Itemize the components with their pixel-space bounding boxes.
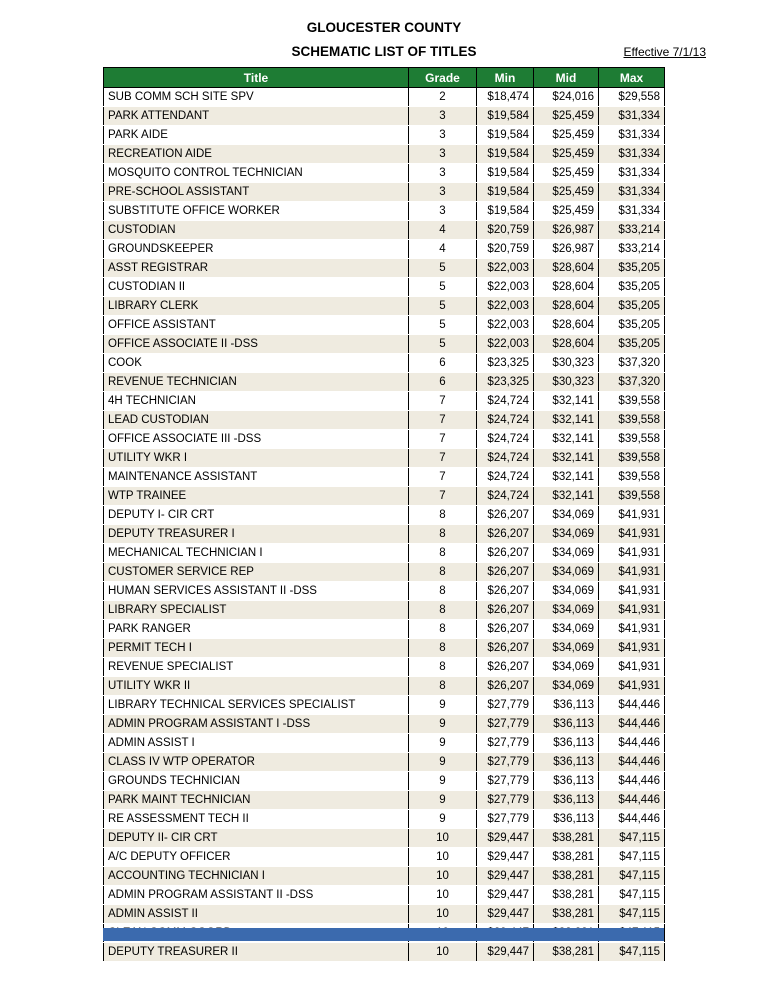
cell-title: CUSTODIAN (104, 221, 409, 240)
table-row (104, 430, 665, 449)
cell-max: $41,931 (599, 677, 665, 696)
cell-max: $35,205 (599, 259, 665, 278)
cell-grade: 4 (409, 221, 477, 240)
cell-title: WTP TRAINEE (104, 487, 409, 506)
cell-mid: $32,141 (534, 411, 599, 430)
cell-title: RE ASSESSMENT TECH II (104, 810, 409, 829)
cell-title: DEPUTY II- CIR CRT (104, 829, 409, 848)
cell-grade: 5 (409, 335, 477, 354)
table-row (104, 772, 665, 791)
cell-title: PRE-SCHOOL ASSISTANT (104, 183, 409, 202)
cell-title: UTILITY WKR I (104, 449, 409, 468)
cell-title: HUMAN SERVICES ASSISTANT II -DSS (104, 582, 409, 601)
cell-min: $22,003 (477, 297, 534, 316)
cell-grade: 9 (409, 810, 477, 829)
cell-title: REVENUE SPECIALIST (104, 658, 409, 677)
cell-mid: $28,604 (534, 316, 599, 335)
cell-min: $24,724 (477, 449, 534, 468)
cell-mid: $38,281 (534, 867, 599, 886)
table-row (104, 639, 665, 658)
cell-max: $31,334 (599, 107, 665, 126)
cell-min: $26,207 (477, 525, 534, 544)
table-row (104, 658, 665, 677)
cell-grade: 3 (409, 145, 477, 164)
cell-min: $24,724 (477, 487, 534, 506)
cell-min: $29,447 (477, 848, 534, 867)
cell-title: REVENUE TECHNICIAN (104, 373, 409, 392)
cell-max: $31,334 (599, 183, 665, 202)
cell-max: $39,558 (599, 411, 665, 430)
table-row (104, 620, 665, 639)
cell-grade: 8 (409, 658, 477, 677)
cell-max: $44,446 (599, 753, 665, 772)
table-row (104, 354, 665, 373)
cell-max: $44,446 (599, 791, 665, 810)
table-row (104, 753, 665, 772)
cell-title: DEPUTY I- CIR CRT (104, 506, 409, 525)
cell-grade: 7 (409, 487, 477, 506)
cell-title: ADMIN PROGRAM ASSISTANT I -DSS (104, 715, 409, 734)
cell-max: $41,931 (599, 582, 665, 601)
cell-mid: $32,141 (534, 449, 599, 468)
cell-mid: $36,113 (534, 696, 599, 715)
cell-mid: $26,987 (534, 240, 599, 259)
cell-mid: $25,459 (534, 202, 599, 221)
cell-grade: 7 (409, 392, 477, 411)
cell-title: MAINTENANCE ASSISTANT (104, 468, 409, 487)
cell-grade: 10 (409, 943, 477, 962)
cell-mid: $30,323 (534, 354, 599, 373)
cell-grade: 8 (409, 544, 477, 563)
cell-mid: $25,459 (534, 183, 599, 202)
cell-title: LIBRARY SPECIALIST (104, 601, 409, 620)
page-title: GLOUCESTER COUNTY (306, 20, 462, 35)
cell-title: OFFICE ASSOCIATE III -DSS (104, 430, 409, 449)
cell-max: $47,115 (599, 886, 665, 905)
cell-title: COOK (104, 354, 409, 373)
cell-mid: $34,069 (534, 506, 599, 525)
cell-mid: $32,141 (534, 468, 599, 487)
cell-max: $44,446 (599, 715, 665, 734)
cell-title: OFFICE ASSOCIATE II -DSS (104, 335, 409, 354)
cell-min: $24,724 (477, 411, 534, 430)
cell-title: CLASS IV WTP OPERATOR (104, 753, 409, 772)
cell-max: $47,115 (599, 829, 665, 848)
cell-mid: $36,113 (534, 791, 599, 810)
cell-title: GROUNDS TECHNICIAN (104, 772, 409, 791)
cell-mid: $32,141 (534, 487, 599, 506)
cell-grade: 10 (409, 886, 477, 905)
cell-mid: $38,281 (534, 848, 599, 867)
cell-title: A/C DEPUTY OFFICER (104, 848, 409, 867)
cell-min: $29,447 (477, 867, 534, 886)
cell-grade: 7 (409, 468, 477, 487)
cell-mid: $28,604 (534, 259, 599, 278)
cell-mid: $34,069 (534, 544, 599, 563)
cell-max: $41,931 (599, 544, 665, 563)
cell-grade: 7 (409, 411, 477, 430)
next-page-header-bar (103, 928, 664, 941)
cell-grade: 6 (409, 354, 477, 373)
cell-max: $47,115 (599, 848, 665, 867)
cell-max: $41,931 (599, 601, 665, 620)
cell-title: PARK RANGER (104, 620, 409, 639)
table-row (104, 145, 665, 164)
cell-grade: 9 (409, 715, 477, 734)
table-header (104, 68, 665, 88)
cell-max: $39,558 (599, 430, 665, 449)
table-row (104, 506, 665, 525)
cell-min: $26,207 (477, 639, 534, 658)
column-header-title: Title (104, 68, 409, 88)
cell-min: $20,759 (477, 240, 534, 259)
cell-max: $33,214 (599, 240, 665, 259)
table-body (104, 88, 665, 962)
table-row (104, 449, 665, 468)
cell-grade: 2 (409, 88, 477, 107)
page-subtitle: SCHEMATIC LIST OF TITLES (291, 44, 477, 59)
cell-grade: 3 (409, 126, 477, 145)
cell-mid: $34,069 (534, 563, 599, 582)
cell-mid: $28,604 (534, 278, 599, 297)
cell-min: $22,003 (477, 316, 534, 335)
cell-title: SUB COMM SCH SITE SPV (104, 88, 409, 107)
cell-min: $27,779 (477, 810, 534, 829)
cell-max: $44,446 (599, 734, 665, 753)
cell-mid: $25,459 (534, 126, 599, 145)
cell-min: $19,584 (477, 107, 534, 126)
cell-title: ACCOUNTING TECHNICIAN I (104, 867, 409, 886)
cell-max: $31,334 (599, 145, 665, 164)
effective-date: Effective 7/1/13 (623, 45, 706, 59)
cell-max: $35,205 (599, 278, 665, 297)
column-header-grade: Grade (409, 68, 477, 88)
table-row (104, 126, 665, 145)
cell-max: $44,446 (599, 772, 665, 791)
cell-min: $19,584 (477, 145, 534, 164)
cell-grade: 7 (409, 430, 477, 449)
cell-mid: $32,141 (534, 430, 599, 449)
cell-grade: 7 (409, 449, 477, 468)
cell-mid: $38,281 (534, 943, 599, 962)
table-row (104, 886, 665, 905)
cell-title: LIBRARY TECHNICAL SERVICES SPECIALIST (104, 696, 409, 715)
cell-grade: 9 (409, 696, 477, 715)
table-row (104, 335, 665, 354)
cell-min: $19,584 (477, 164, 534, 183)
cell-grade: 8 (409, 620, 477, 639)
cell-title: MOSQUITO CONTROL TECHNICIAN (104, 164, 409, 183)
cell-grade: 5 (409, 297, 477, 316)
cell-grade: 3 (409, 107, 477, 126)
cell-min: $18,474 (477, 88, 534, 107)
cell-mid: $34,069 (534, 658, 599, 677)
cell-grade: 8 (409, 525, 477, 544)
cell-title: GROUNDSKEEPER (104, 240, 409, 259)
cell-mid: $34,069 (534, 525, 599, 544)
table-row (104, 848, 665, 867)
cell-title: PARK MAINT TECHNICIAN (104, 791, 409, 810)
cell-max: $47,115 (599, 867, 665, 886)
cell-grade: 9 (409, 734, 477, 753)
cell-max: $44,446 (599, 696, 665, 715)
cell-mid: $25,459 (534, 145, 599, 164)
cell-grade: 10 (409, 848, 477, 867)
cell-min: $27,779 (477, 753, 534, 772)
table-row (104, 582, 665, 601)
cell-max: $41,931 (599, 620, 665, 639)
cell-min: $26,207 (477, 658, 534, 677)
cell-max: $39,558 (599, 392, 665, 411)
cell-title: PARK ATTENDANT (104, 107, 409, 126)
table-row (104, 240, 665, 259)
cell-min: $19,584 (477, 126, 534, 145)
table-row (104, 392, 665, 411)
cell-min: $27,779 (477, 791, 534, 810)
cell-mid: $26,987 (534, 221, 599, 240)
cell-mid: $38,281 (534, 886, 599, 905)
table-row (104, 88, 665, 107)
table-row (104, 107, 665, 126)
table-row (104, 373, 665, 392)
cell-min: $29,447 (477, 886, 534, 905)
cell-mid: $34,069 (534, 639, 599, 658)
cell-title: CUSTODIAN II (104, 278, 409, 297)
cell-grade: 5 (409, 316, 477, 335)
cell-min: $27,779 (477, 715, 534, 734)
cell-min: $24,724 (477, 468, 534, 487)
column-header-min: Min (477, 68, 534, 88)
cell-mid: $38,281 (534, 829, 599, 848)
cell-title: ADMIN PROGRAM ASSISTANT II -DSS (104, 886, 409, 905)
cell-max: $47,115 (599, 905, 665, 924)
cell-title: OFFICE ASSISTANT (104, 316, 409, 335)
table-row (104, 411, 665, 430)
cell-max: $33,214 (599, 221, 665, 240)
table-row (104, 829, 665, 848)
table-row (104, 867, 665, 886)
cell-mid: $36,113 (534, 810, 599, 829)
cell-grade: 8 (409, 601, 477, 620)
cell-min: $24,724 (477, 392, 534, 411)
table-row (104, 164, 665, 183)
cell-max: $41,931 (599, 506, 665, 525)
table-row (104, 905, 665, 924)
cell-min: $19,584 (477, 183, 534, 202)
cell-min: $27,779 (477, 734, 534, 753)
table-row (104, 943, 665, 962)
cell-title: SUBSTITUTE OFFICE WORKER (104, 202, 409, 221)
cell-title: DEPUTY TREASURER I (104, 525, 409, 544)
cell-mid: $36,113 (534, 753, 599, 772)
cell-title: PARK AIDE (104, 126, 409, 145)
cell-max: $39,558 (599, 449, 665, 468)
cell-mid: $25,459 (534, 107, 599, 126)
cell-min: $29,447 (477, 905, 534, 924)
cell-title: RECREATION AIDE (104, 145, 409, 164)
cell-max: $35,205 (599, 335, 665, 354)
cell-max: $31,334 (599, 202, 665, 221)
cell-grade: 3 (409, 183, 477, 202)
cell-grade: 4 (409, 240, 477, 259)
cell-mid: $36,113 (534, 734, 599, 753)
table-row (104, 810, 665, 829)
cell-min: $23,325 (477, 373, 534, 392)
table-row (104, 316, 665, 335)
table-row (104, 715, 665, 734)
cell-title: ADMIN ASSIST II (104, 905, 409, 924)
cell-max: $35,205 (599, 316, 665, 335)
table-row (104, 202, 665, 221)
cell-max: $39,558 (599, 468, 665, 487)
cell-title: UTILITY WKR II (104, 677, 409, 696)
cell-max: $29,558 (599, 88, 665, 107)
cell-grade: 9 (409, 753, 477, 772)
cell-grade: 9 (409, 791, 477, 810)
table-row (104, 525, 665, 544)
cell-mid: $28,604 (534, 297, 599, 316)
cell-mid: $38,281 (534, 905, 599, 924)
cell-mid: $25,459 (534, 164, 599, 183)
cell-title: MECHANICAL TECHNICIAN I (104, 544, 409, 563)
table-row (104, 297, 665, 316)
cell-grade: 8 (409, 639, 477, 658)
table-row (104, 468, 665, 487)
cell-grade: 10 (409, 829, 477, 848)
cell-title: LEAD CUSTODIAN (104, 411, 409, 430)
table-row (104, 544, 665, 563)
cell-mid: $36,113 (534, 772, 599, 791)
table-row (104, 734, 665, 753)
cell-grade: 5 (409, 259, 477, 278)
cell-min: $22,003 (477, 278, 534, 297)
cell-min: $26,207 (477, 620, 534, 639)
cell-min: $19,584 (477, 202, 534, 221)
column-header-mid: Mid (534, 68, 599, 88)
table-row (104, 791, 665, 810)
cell-grade: 9 (409, 772, 477, 791)
cell-grade: 8 (409, 506, 477, 525)
cell-min: $23,325 (477, 354, 534, 373)
table-row (104, 563, 665, 582)
cell-mid: $36,113 (534, 715, 599, 734)
cell-min: $27,779 (477, 696, 534, 715)
cell-max: $41,931 (599, 658, 665, 677)
cell-max: $37,320 (599, 373, 665, 392)
cell-max: $37,320 (599, 354, 665, 373)
cell-mid: $24,016 (534, 88, 599, 107)
cell-min: $22,003 (477, 335, 534, 354)
cell-max: $41,931 (599, 525, 665, 544)
cell-max: $35,205 (599, 297, 665, 316)
cell-grade: 3 (409, 164, 477, 183)
table-header-row (104, 68, 665, 88)
table-row (104, 221, 665, 240)
table-row (104, 278, 665, 297)
cell-title: CUSTOMER SERVICE REP (104, 563, 409, 582)
cell-min: $29,447 (477, 829, 534, 848)
cell-grade: 10 (409, 867, 477, 886)
cell-title: LIBRARY CLERK (104, 297, 409, 316)
table-row (104, 183, 665, 202)
cell-min: $24,724 (477, 430, 534, 449)
cell-title: 4H TECHNICIAN (104, 392, 409, 411)
cell-title: DEPUTY TREASURER II (104, 943, 409, 962)
cell-max: $41,931 (599, 639, 665, 658)
cell-min: $26,207 (477, 544, 534, 563)
cell-grade: 3 (409, 202, 477, 221)
cell-title: ADMIN ASSIST I (104, 734, 409, 753)
cell-min: $22,003 (477, 259, 534, 278)
table-row (104, 677, 665, 696)
salary-schedule-table (103, 67, 665, 962)
cell-grade: 8 (409, 563, 477, 582)
cell-min: $29,447 (477, 943, 534, 962)
cell-max: $41,931 (599, 563, 665, 582)
cell-mid: $34,069 (534, 620, 599, 639)
cell-mid: $34,069 (534, 582, 599, 601)
cell-grade: 8 (409, 677, 477, 696)
cell-min: $26,207 (477, 506, 534, 525)
cell-mid: $28,604 (534, 335, 599, 354)
cell-min: $26,207 (477, 677, 534, 696)
table-row (104, 601, 665, 620)
cell-grade: 5 (409, 278, 477, 297)
table-row (104, 259, 665, 278)
cell-max: $44,446 (599, 810, 665, 829)
cell-mid: $34,069 (534, 677, 599, 696)
table-row (104, 696, 665, 715)
cell-max: $31,334 (599, 126, 665, 145)
cell-max: $47,115 (599, 943, 665, 962)
cell-min: $26,207 (477, 582, 534, 601)
cell-min: $27,779 (477, 772, 534, 791)
cell-grade: 10 (409, 905, 477, 924)
table-row (104, 487, 665, 506)
cell-max: $31,334 (599, 164, 665, 183)
cell-mid: $34,069 (534, 601, 599, 620)
cell-min: $26,207 (477, 563, 534, 582)
cell-title: PERMIT TECH I (104, 639, 409, 658)
column-header-max: Max (599, 68, 665, 88)
cell-title: ASST REGISTRAR (104, 259, 409, 278)
cell-max: $39,558 (599, 487, 665, 506)
cell-min: $20,759 (477, 221, 534, 240)
cell-grade: 6 (409, 373, 477, 392)
cell-mid: $32,141 (534, 392, 599, 411)
cell-grade: 8 (409, 582, 477, 601)
cell-min: $26,207 (477, 601, 534, 620)
cell-mid: $30,323 (534, 373, 599, 392)
